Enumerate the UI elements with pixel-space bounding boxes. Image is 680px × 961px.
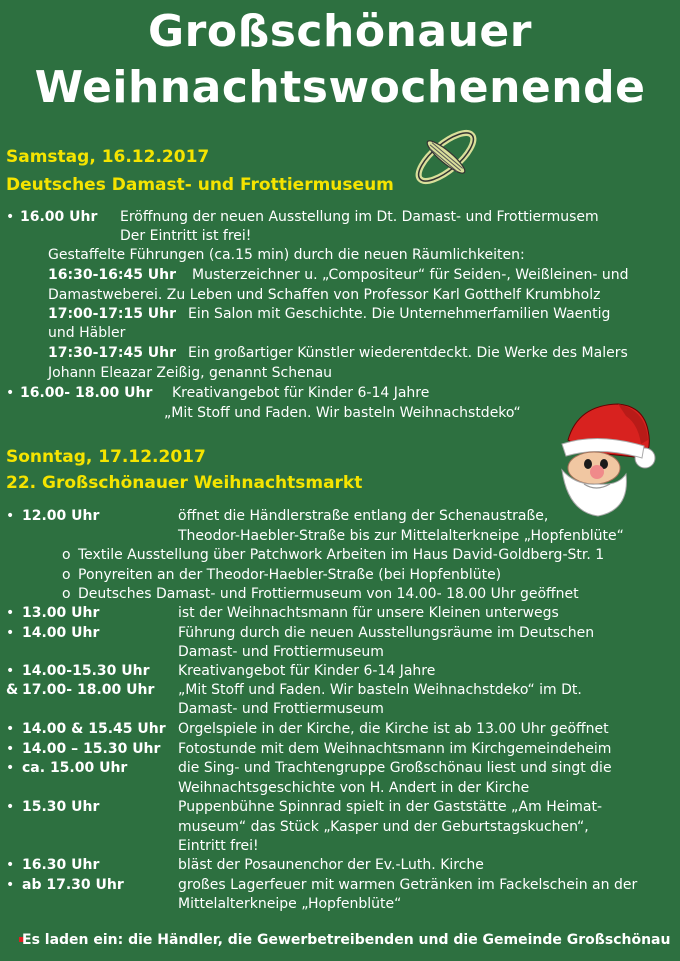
- sat-text-11: „Mit Stoff und Faden. Wir basteln Weihnachstdeko“: [164, 405, 521, 421]
- damask-museum-logo-icon: [410, 124, 482, 190]
- sat-time-4: 16:30-16:45 Uhr: [48, 267, 177, 283]
- sun-bullet-19: •: [6, 857, 15, 873]
- sat-time-8: 17:30-17:45 Uhr: [48, 345, 177, 361]
- sat-text-9: Johann Eleazar Zeißig, genannt Schenau: [48, 365, 333, 381]
- sat-time-6: 17:00-17:15 Uhr: [48, 306, 177, 322]
- sun-time-14: ca. 15.00 Uhr: [22, 760, 128, 776]
- sat-text-4: Musterzeichner u. „Compositeur“ für Seiden-, Weißleinen- und: [192, 267, 629, 283]
- footer-invitation: Es laden ein: die Händler, die Gewerbetreibenden und die Gemeinde Großschönau: [22, 932, 671, 948]
- sun-time-9: 14.00-15.30 Uhr: [22, 663, 150, 679]
- sun-bullet-12: •: [6, 721, 15, 737]
- sat-text-7: und Häbler: [48, 325, 126, 341]
- sat-text-1: Eröffnung der neuen Ausstellung im Dt. Damast- und Frottiermusem: [120, 209, 599, 225]
- saturday-venue: Deutsches Damast- und Frottiermuseum: [6, 175, 394, 195]
- sat-text-6: Ein Salon mit Geschichte. Die Unternehmerfamilien Waentig: [188, 306, 611, 322]
- sun-text-1: öffnet die Händlerstraße entlang der Schenaustraße,: [178, 508, 549, 524]
- sun-bullet-4: o: [62, 567, 71, 583]
- sun-bullet-16: •: [6, 799, 15, 815]
- sunday-date: Sonntag, 17.12.2017: [6, 447, 206, 467]
- sat-text-5: Damastweberei. Zu Leben und Schaffen von Professor Karl Gotthelf Krumbholz: [48, 287, 601, 303]
- sun-bullet-6: •: [6, 605, 15, 621]
- sat-time-1: 16.00 Uhr: [20, 209, 98, 225]
- sun-bullet-14: •: [6, 760, 15, 776]
- sun-text-9: Kreativangebot für Kinder 6-14 Jahre: [178, 663, 436, 679]
- sun-bullet-20: •: [6, 877, 15, 893]
- sun-text-10: „Mit Stoff und Faden. Wir basteln Weihnachstdeko“ im Dt.: [178, 682, 582, 698]
- sun-time-6: 13.00 Uhr: [22, 605, 100, 621]
- sat-text-2: Der Eintritt ist frei!: [120, 228, 252, 244]
- sun-time-12: 14.00 & 15.45 Uhr: [22, 721, 166, 737]
- sun-text-18: Eintritt frei!: [178, 838, 259, 854]
- sun-text-13: Fotostunde mit dem Weihnachtsmann im Kirchgemeindeheim: [178, 741, 612, 757]
- sun-text-5: Deutsches Damast- und Frottiermuseum von 14.00- 18.00 Uhr geöffnet: [78, 586, 579, 602]
- sun-time-13: 14.00 – 15.30 Uhr: [22, 741, 161, 757]
- santa-claus-icon: [548, 400, 660, 520]
- sun-text-3: Textile Ausstellung über Patchwork Arbeiten im Haus David-Goldberg-Str. 1: [78, 547, 605, 563]
- sun-text-8: Damast- und Frottiermuseum: [178, 644, 384, 660]
- poster-title-line2: Weihnachtswochenende: [34, 62, 646, 113]
- sat-time-10: 16.00- 18.00 Uhr: [20, 385, 153, 401]
- sun-text-6: ist der Weihnachtsmann für unsere Kleinen unterwegs: [178, 605, 559, 621]
- sun-text-7: Führung durch die neuen Ausstellungsräume im Deutschen: [178, 625, 595, 641]
- sunday-venue: 22. Großschönauer Weihnachtsmarkt: [6, 473, 363, 493]
- sun-bullet-3: o: [62, 547, 71, 563]
- sun-time-16: 15.30 Uhr: [22, 799, 100, 815]
- sun-text-2: Theodor-Haebler-Straße bis zur Mittelalterkneipe „Hopfenblüte“: [178, 528, 624, 544]
- sun-time-7: 14.00 Uhr: [22, 625, 100, 641]
- saturday-date: Samstag, 16.12.2017: [6, 147, 210, 167]
- sun-text-16: Puppenbühne Spinnrad spielt in der Gaststätte „Am Heimat-: [178, 799, 602, 815]
- sun-text-14: die Sing- und Trachtengruppe Großschönau liest und singt die: [178, 760, 612, 776]
- sun-bullet-7: •: [6, 625, 15, 641]
- sat-text-10: Kreativangebot für Kinder 6-14 Jahre: [172, 385, 430, 401]
- sun-bullet-1: •: [6, 508, 15, 524]
- sun-text-12: Orgelspiele in der Kirche, die Kirche ist ab 13.00 Uhr geöffnet: [178, 721, 609, 737]
- sun-bullet-13: •: [6, 741, 15, 757]
- sun-text-4: Ponyreiten an der Theodor-Haebler-Straße (bei Hopfenblüte): [78, 567, 502, 583]
- sat-bullet-10: •: [6, 385, 15, 401]
- poster-title-line1: Großschönauer: [148, 6, 532, 57]
- sun-text-11: Damast- und Frottiermuseum: [178, 701, 384, 717]
- sun-text-15: Weihnachtsgeschichte von H. Andert in der Kirche: [178, 780, 530, 796]
- sun-bullet-5: o: [62, 586, 71, 602]
- sun-time-10: 17.00- 18.00 Uhr: [22, 682, 155, 698]
- sat-bullet-1: •: [6, 209, 15, 225]
- sat-text-8: Ein großartiger Künstler wiederentdeckt. Die Werke des Malers: [188, 345, 628, 361]
- sun-time-1: 12.00 Uhr: [22, 508, 100, 524]
- sun-bullet-10: &: [6, 682, 19, 698]
- sun-time-19: 16.30 Uhr: [22, 857, 100, 873]
- sun-bullet-9: •: [6, 663, 15, 679]
- sun-text-17: museum“ das Stück „Kasper und der Geburtstagskuchen“,: [178, 819, 589, 835]
- sat-text-3: Gestaffelte Führungen (ca.15 min) durch die neuen Räumlichkeiten:: [48, 247, 525, 263]
- sun-text-19: bläst der Posaunenchor der Ev.-Luth. Kirche: [178, 857, 484, 873]
- sun-text-20: großes Lagerfeuer mit warmen Getränken im Fackelschein an der: [178, 877, 638, 893]
- sun-time-20: ab 17.30 Uhr: [22, 877, 124, 893]
- sun-text-21: Mittelalterkneipe „Hopfenblüte“: [178, 896, 402, 912]
